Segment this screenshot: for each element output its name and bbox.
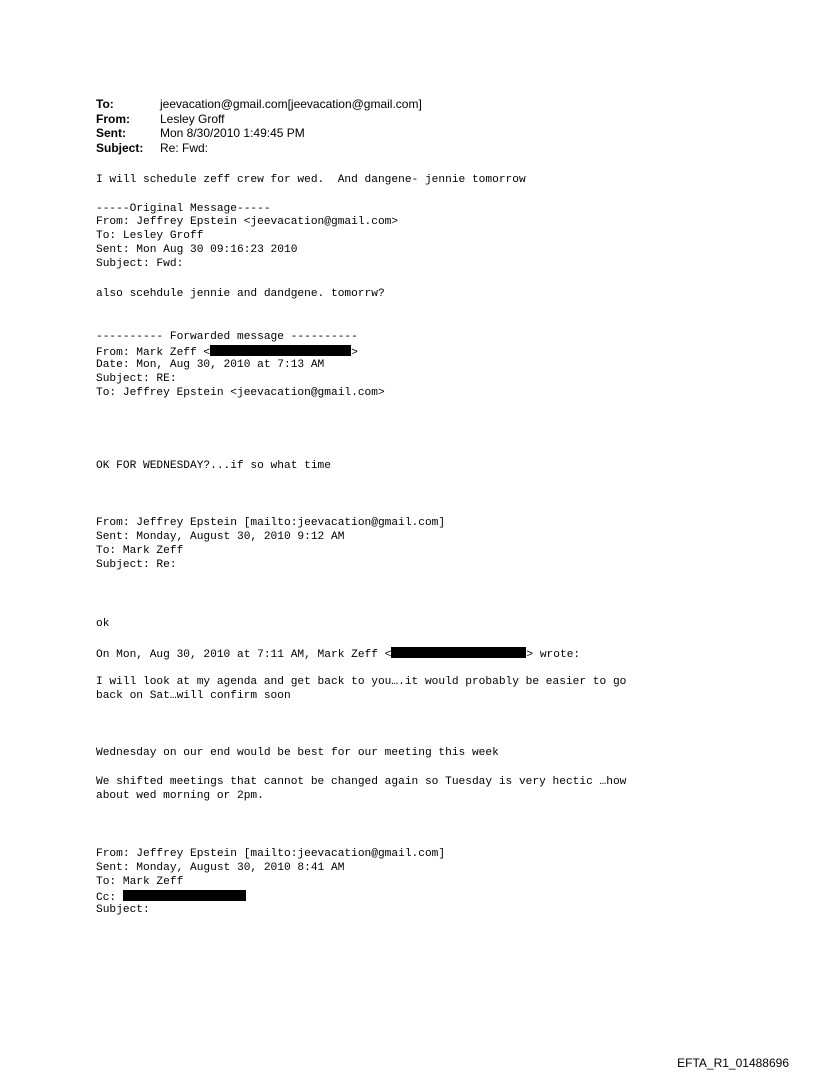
reply-line: I will schedule zeff crew for wed. And dangene- jennie tomorrow (96, 174, 526, 186)
msg3-subject: Subject: (96, 904, 150, 916)
email-header (96, 97, 422, 155)
forwarded-subject: Subject: RE: (96, 373, 177, 385)
msg3-cc (96, 890, 246, 905)
original-to: To: Lesley Groff (96, 230, 204, 242)
msg3-cc-label: Cc: (96, 892, 123, 904)
redaction-bar (210, 345, 351, 356)
agenda-line-1: I will look at my agenda and get back to you….it would probably be easier to go (96, 676, 627, 688)
redaction-bar (391, 647, 526, 658)
header-subject-value: Re: Fwd: (160, 140, 209, 155)
header-sent-label: Sent: (96, 126, 126, 140)
forwarded-from-prefix: From: Mark Zeff < (96, 347, 211, 359)
header-to-value: jeevacation@gmail.com[jeevacation@gmail.com] (160, 97, 422, 111)
document-id: EFTA_R1_01488696 (677, 1056, 789, 1070)
original-subject: Subject: Fwd: (96, 258, 184, 270)
header-sent-value: Mon 8/30/2010 1:49:45 PM (160, 126, 305, 140)
header-subject-row (96, 141, 422, 156)
header-to-label: To: (96, 97, 114, 111)
header-to-row (96, 97, 422, 112)
shifted-line-2: about wed morning or 2pm. (96, 790, 264, 802)
shifted-line-1: We shifted meetings that cannot be changed again so Tuesday is very hectic …how (96, 776, 627, 788)
on-wrote-prefix: On Mon, Aug 30, 2010 at 7:11 AM, Mark Zeff < (96, 649, 392, 661)
msg2-subject: Subject: Re: (96, 559, 177, 571)
on-wrote-suffix: > wrote: (526, 649, 581, 661)
forwarded-from-suffix: > (351, 347, 358, 359)
ok-for-wednesday: OK FOR WEDNESDAY?...if so what time (96, 460, 331, 472)
original-sent: Sent: Mon Aug 30 09:16:23 2010 (96, 244, 298, 256)
header-subject-label: Subject: (96, 140, 144, 155)
msg3-from: From: Jeffrey Epstein [mailto:jeevacation@gmail.com] (96, 848, 446, 860)
ok-line: ok (96, 618, 110, 630)
redaction-bar (123, 890, 246, 901)
header-from-row (96, 112, 422, 127)
agenda-line-2: back on Sat…will confirm soon (96, 690, 291, 702)
msg2-to: To: Mark Zeff (96, 545, 184, 557)
forwarded-sep: ---------- Forwarded message ---------- (96, 331, 358, 343)
header-sent-row (96, 126, 422, 141)
msg2-from: From: Jeffrey Epstein [mailto:jeevacation@gmail.com] (96, 517, 446, 529)
forwarded-date: Date: Mon, Aug 30, 2010 at 7:13 AM (96, 359, 325, 371)
on-wrote-line (96, 647, 580, 662)
header-from-value: Lesley Groff (160, 111, 225, 126)
msg3-to: To: Mark Zeff (96, 876, 184, 888)
forwarded-to: To: Jeffrey Epstein <jeevacation@gmail.com> (96, 387, 385, 399)
forwarded-from (96, 345, 358, 360)
header-from-label: From: (96, 111, 130, 126)
original-body: also scehdule jennie and dandgene. tomorrw? (96, 288, 385, 300)
wednesday-line: Wednesday on our end would be best for our meeting this week (96, 747, 499, 759)
msg3-sent: Sent: Monday, August 30, 2010 8:41 AM (96, 862, 345, 874)
msg2-sent: Sent: Monday, August 30, 2010 9:12 AM (96, 531, 345, 543)
original-from: From: Jeffrey Epstein <jeevacation@gmail.com> (96, 216, 399, 228)
original-sep: -----Original Message----- (96, 203, 271, 215)
